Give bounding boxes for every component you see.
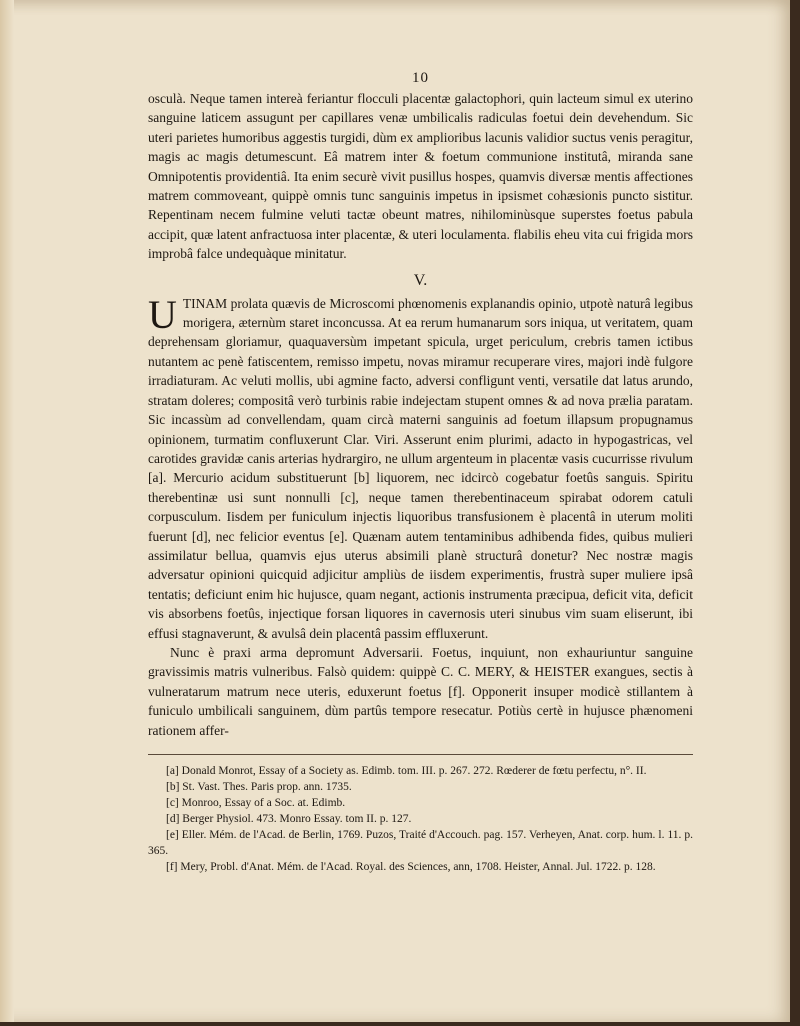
footnote-f: [f] Mery, Probl. d'Anat. Mém. de l'Acad. Royal. des Sciences, ann, 1708. Heister, Annal. Jul. 1722. p. 128. bbox=[166, 861, 656, 873]
drop-cap: U bbox=[148, 291, 177, 337]
paragraph-1: osculà. Neque tamen intereà feriantur flocculi placentæ galactophori, quin lacteum simul ex uterino sanguine laticem assugunt per capillares venæ umbilicalis radiculas foetui dein devehendum. Sic uteri parietes humoribus aggestis turgidi, dùm ex amplioribus lacunis validior suctus venis peragitur, magis ac magis detumescunt. Eâ matrem inter & foetum communione institutâ, miranda sane Omnipotentis providentiâ. Ita enim securè vivit pusillus hospes, quamvis diversæ mentis affectiones matrem commoveant, quippè omnis tunc sanguinis impetus in ipsismet cohæsionis puncto sistitur. Repentinam necem fulmine veluti tactæ obeunt matres, nihilominùsque superstes foetus pabula accipit, quæ latent anfractuosa inter placentæ, & uteri loculamenta. flabilis eheu vita cui frigida mors improbâ falce undequàque minitatur. bbox=[148, 91, 693, 262]
footnotes bbox=[148, 763, 693, 875]
footnote-rule bbox=[148, 754, 693, 755]
page-edge bbox=[0, 0, 14, 1022]
paragraph-2-text: TINAM prolata quævis de Microscomi phœnomenis explanandis opinio, utpotè naturâ legibus morigera, æternùm staret inconcussa. At ea rerum humanarum sors iniqua, ut veritatem, quam deprehensam gloriamur, quaquaversùm impetant spicula, urget periculum, crebris tamen ictibus nutantem ac penè fatiscentem, remisso impetu, novas miramur recuperare vires, majori indè fulgore irradiaturam. Ac veluti mollis, ubi agmine facto, adversi confligunt venti, versatile dat latus arundo, stratam doleres; compositâ verò turbinis rabie indejectam stupent omnes & ad nova prælia paratam. Sic incassùm ad convellendam, quam circà materni sanguinis ad foetum illapsum propugnamus opinionem, turmatim confluxerunt Clar. Viri. Asserunt enim plurimi, adacto in hypogastricas, vel carotides gravidæ canis arterias hydrargiro, ne ullum argenteum in placentæ vasis cucurrisse rivulum [a]. Mercurio acidum substituerunt [b] liquorem, nec idcircò cogebatur foetûs sanguis. Spiritu therebentinæ usi sunt nonnulli [c], neque tamen therebentinaceum spirabat odorem catuli corpusculum. Iisdem per funiculum injectis liquoribus transfusionem è placentâ in uterum moliti fuerunt [d], nec felicior eventus [e]. Quænam autem tentaminibus adhibenda fides, quibus mulieri assimilatur bellua, quamvis ejus uterus absimili planè structurâ donetur? Nec nostræ magis adversatur opinioni quicquid adjicitur ampliùs de iisdem experimentis, frustrà super muliere ipsâ tentatis; deficiunt enim hic hujusce, quam negant, actionis instrumenta præcipua, deficit vita, deficit vis absorbens foetûs, injectique forsan liquores in cavernosis uteri sinubus vim suam eliserunt, ibi effusi stagnaverunt, & avulsâ dein placentâ passim effluxerunt. bbox=[148, 295, 693, 641]
paragraph-3: Nunc è praxi arma depromunt Adversarii. Foetus, inquiunt, non exhauriuntur sanguine gravissimis matris vulneribus. Falsò quidem: quippè C. C. MERY, & HEISTER exangues, sectis à vulneratarum matrum nece uteris, eduxerunt foetus [f]. Opponerit insuper modicè stillantem à funiculo umbilicali sanguinem, dùm partûs tempore resecatur. Potiùs certè in hujusce phænomeni rationem affer- bbox=[148, 644, 693, 738]
paragraph-2 bbox=[148, 291, 693, 643]
text-block bbox=[148, 70, 693, 875]
footnote-a: [a] Donald Monrot, Essay of a Society as. Edimb. tom. III. p. 267. 272. Rœderer de fœtu perfectu, n°. II. bbox=[166, 765, 647, 777]
footnote-d: [d] Berger Physiol. 473. Monro Essay. tom II. p. 127. bbox=[166, 813, 412, 825]
footnote-e: [e] Eller. Mém. de l'Acad. de Berlin, 1769. Puzos, Traité d'Accouch. pag. 157. Verheyen, Anat. corp. hum. l. 11. p. 365. bbox=[148, 829, 693, 857]
page-number: 10 bbox=[412, 70, 429, 86]
footnote-b: [b] St. Vast. Thes. Paris prop. ann. 1735. bbox=[166, 781, 352, 793]
section-heading: V. bbox=[413, 271, 428, 289]
footnote-c: [c] Monroo, Essay of a Soc. at. Edimb. bbox=[166, 797, 346, 809]
